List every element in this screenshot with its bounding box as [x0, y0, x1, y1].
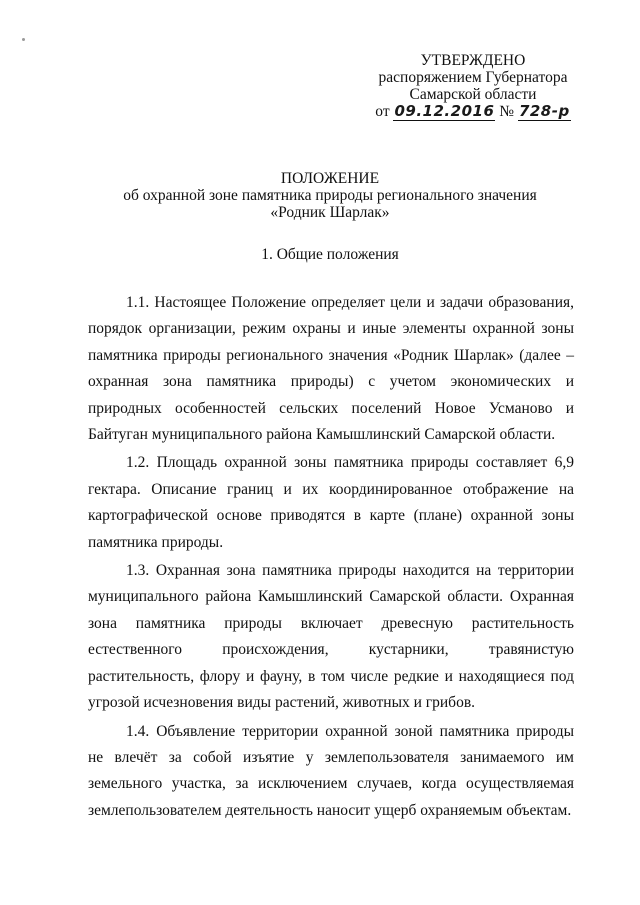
section-title: 1. Общие положения [261, 246, 399, 263]
approval-line-2: распоряжением Губернатора [378, 69, 568, 86]
approval-from-label: от [375, 103, 390, 120]
paragraph-1-4: 1.4. Объявление территории охранной зоной памятника природы не влечёт за собой изъятие у землепользователя занимаемого им земельного участка, за исключением случаев, когда осуществляемая землепользователем деятельность наносит ущерб охраняемым объектам. [88, 722, 574, 819]
scan-mark [22, 38, 25, 41]
approval-title: УТВЕРЖДЕНО [420, 52, 526, 69]
approval-line-3: Самарской области [409, 86, 537, 103]
approval-stamp [368, 52, 578, 120]
paragraph-1-2: 1.2. Площадь охранной зоны памятника природы составляет 6,9 гектара. Описание границ и их координированное отображение на картографической основе приводятся в карте (плане) охранной зоны памятника природы. [88, 454, 574, 551]
paragraph-1-1: 1.1. Настоящее Положение определяет цели и задачи образования, порядок организации, режим охраны и иные элементы охранной зоны памятника природы регионального значения «Родник Шарлак» (далее – охранная зона памятника природы) с учетом экономических и природных особенностей сельских поселений Новое Усманово и Байтуган муниципального района Камышлинский Самарской области. [88, 294, 574, 444]
approval-date-line [368, 103, 578, 120]
approval-number-label: № [499, 103, 515, 120]
document-heading [60, 170, 600, 221]
document-subtitle-line-2: «Родник Шарлак» [270, 204, 390, 221]
document-title: ПОЛОЖЕНИЕ [280, 170, 380, 187]
document-subtitle-line-1: об охранной зоне памятника природы регионального значения [123, 187, 537, 204]
handwritten-number: 728-р [518, 102, 570, 120]
document-body [88, 290, 574, 826]
paragraph-1-3: 1.3. Охранная зона памятника природы находится на территории муниципального района Камышлинский Самарской области. Охранная зона памятника природы включает древесную растительность естественного происхождения, кустарники, травянистую растительность, флору и фауну, в том числе редкие и находящиеся под угрозой исчезновения виды растений, животных и грибов. [88, 562, 574, 712]
handwritten-date: 09.12.2016 [394, 102, 495, 120]
